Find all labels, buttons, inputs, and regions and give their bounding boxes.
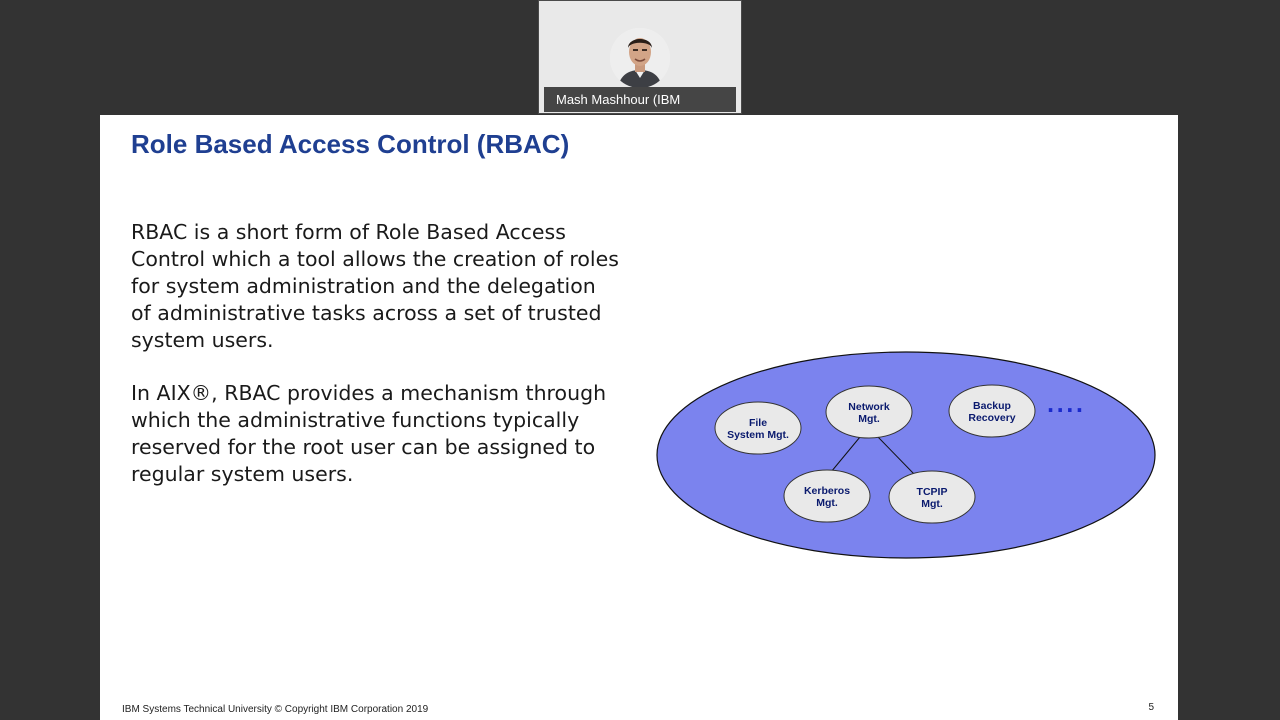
slide-title: Role Based Access Control (RBAC)	[131, 129, 570, 159]
presenter-video-tile[interactable]	[538, 0, 742, 114]
roles-ellipse	[657, 352, 1155, 558]
slide-paragraph-1: RBAC is a short form of Role Based Access Control which a tool allows the creation of roles for system administration and the delegation of administrative tasks across a set of trusted system users.	[131, 220, 619, 352]
node-network	[826, 386, 912, 438]
node-tcpip	[889, 471, 975, 523]
svg-text:File: File	[748, 417, 768, 429]
presenter-name-label: Mash Mashhour (IBM	[544, 87, 736, 112]
slide-footer-copyright: IBM Systems Technical University © Copyright IBM Corporation 2019	[122, 704, 429, 715]
svg-text:Mgt.: Mgt.	[816, 497, 838, 509]
node-kerberos	[784, 470, 870, 522]
svg-text:Mgt.: Mgt.	[858, 413, 880, 425]
slide	[100, 115, 1178, 720]
svg-text:System Mgt.: System Mgt.	[727, 429, 789, 441]
slide-page-number: 5	[1148, 702, 1154, 713]
svg-text:Kerberos: Kerberos	[803, 485, 851, 497]
svg-text:Recovery: Recovery	[968, 412, 1016, 424]
slide-paragraph-2: In AIX®, RBAC provides a mechanism through which the administrative functions typically reserved for the root user can be assigned to regular system users.	[131, 381, 607, 486]
svg-text:Network: Network	[848, 401, 890, 413]
svg-text:Mgt.: Mgt.	[921, 498, 943, 510]
more-roles-ellipsis: ....	[1046, 393, 1086, 417]
node-file-system	[715, 402, 801, 454]
presenter-avatar	[610, 28, 670, 88]
svg-text:TCPIP: TCPIP	[916, 486, 948, 498]
node-backup-recovery	[949, 385, 1035, 437]
svg-text:Backup: Backup	[973, 400, 1011, 412]
rbac-roles-diagram	[654, 349, 1158, 563]
